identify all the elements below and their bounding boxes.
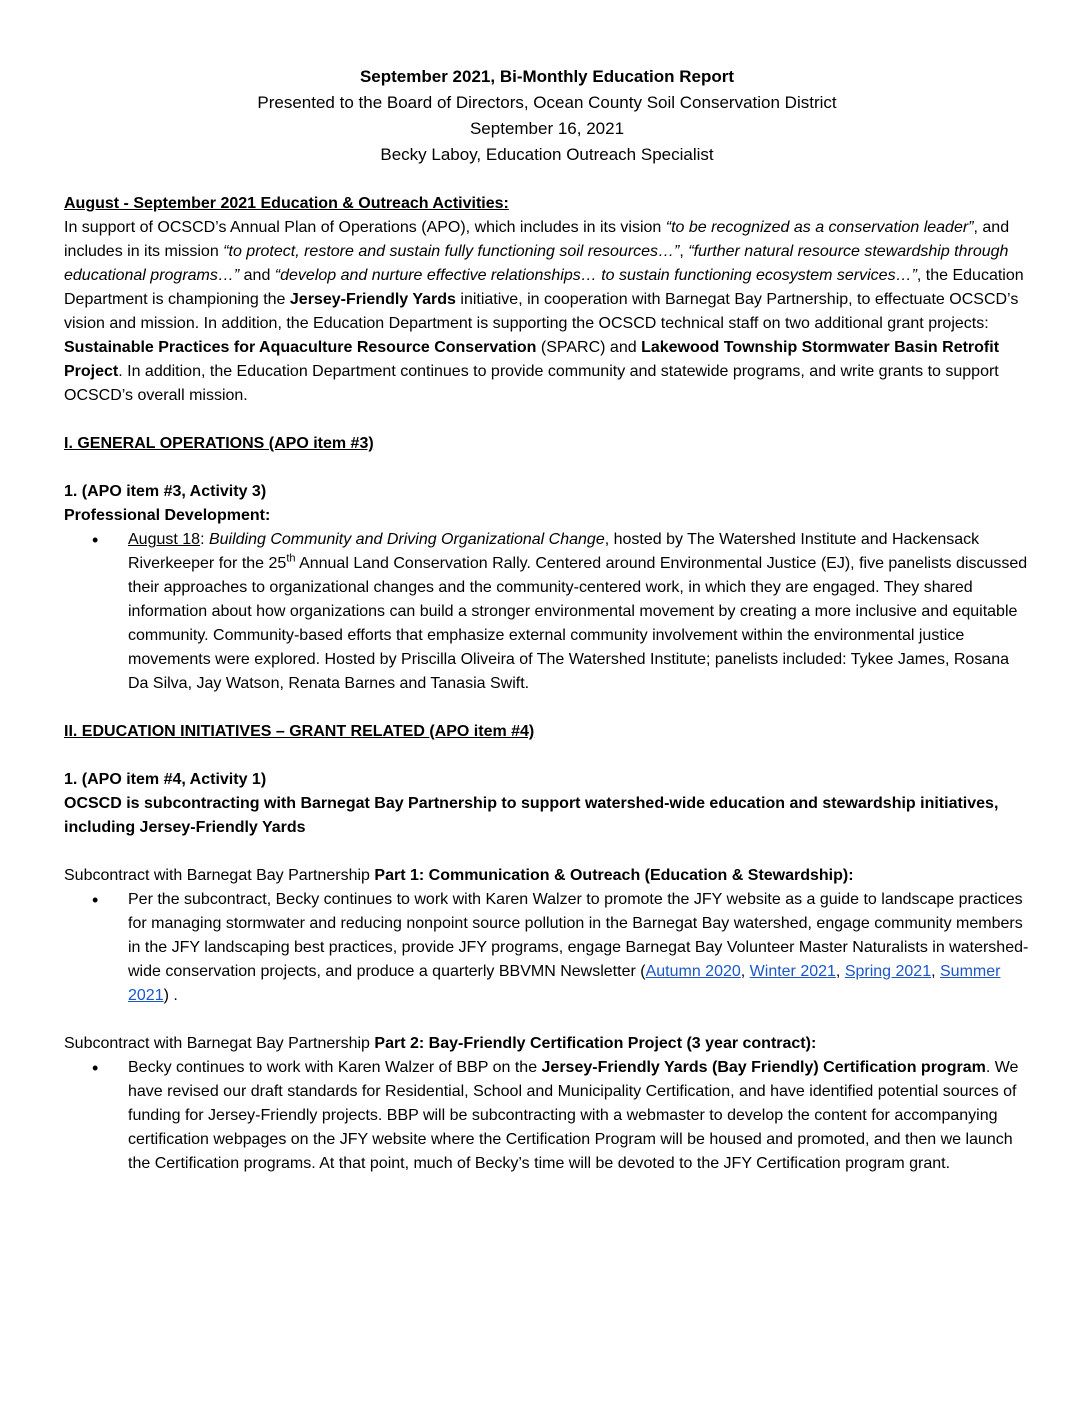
report-author: Becky Laboy, Education Outreach Specialist (380, 145, 714, 164)
spacer (64, 696, 1030, 720)
newsletter-link-winter-2021[interactable]: Winter 2021 (749, 963, 836, 980)
event-date: August 18 (128, 531, 201, 548)
presented-line: Presented to the Board of Directors, Ocean County Soil Conservation District (257, 93, 837, 112)
bullet-text: Becky continues to work with Karen Walzer of BBP on the (128, 1059, 542, 1076)
bullet-text: : (200, 531, 209, 548)
newsletter-link-autumn-2020[interactable]: Autumn 2020 (645, 963, 741, 980)
intro-text: , (679, 243, 689, 260)
spacer (64, 744, 1030, 768)
report-title: September 2021, Bi-Monthly Education Report (359, 67, 735, 86)
bullet-text: . We have revised our draft standards for Residential, School and Municipality Certification, and have identified potential sources of funding for Jersey-Friendly projects. BBP will be subcontracting with a webmaster to develop the content for accompanying certification webpages on the JFY website where the Certification Program will be housed and promoted, and then we launch the Certification programs. At that point, much of Becky’s time will be devoted to the JFY Certification program grant. (128, 1059, 1019, 1172)
part1-list (64, 888, 1030, 1008)
item-title: 1. (APO item #3, Activity 3) (64, 483, 267, 500)
part2-list (64, 1056, 1030, 1176)
professional-development-list (64, 528, 1030, 696)
jfy-initiative-name: Jersey-Friendly Yards (289, 291, 456, 308)
separator: , (835, 963, 845, 980)
intro-text: and (239, 267, 275, 284)
general-operations-heading: I. GENERAL OPERATIONS (APO item #3) (64, 435, 374, 452)
education-initiatives-heading: II. EDUCATION INITIATIVES – GRANT RELATED (APO item #4) (64, 723, 535, 740)
intro-text: initiative, in cooperation with Barnegat Bay Partnership, to effectuate OCSCD’s vision and mission. In addition, the Education Department is supporting the OCSCD technical staff on two additional grant projects: (64, 291, 1019, 332)
bullet-text: Per the subcontract, Becky continues to work with Karen Walzer to promote the JFY website as a guide to landscape practices for managing stormwater and reducing nonpoint source pollution in the Barnegat Bay watershed, engage community members in the JFY landscaping best practices, provide JFY programs, engage Barnegat Bay Volunteer Master Naturalists in watershed-wide conservation projects, and produce a quarterly BBVMN Newsletter ( (128, 891, 1029, 980)
activities-heading: August - September 2021 Education & Outreach Activities: (64, 195, 509, 212)
event-title: Building Community and Driving Organizational Change (208, 531, 605, 548)
part-lead: Subcontract with Barnegat Bay Partnership (64, 867, 375, 884)
part-lead: Subcontract with Barnegat Bay Partnership (64, 1035, 375, 1052)
newsletter-link-spring-2021[interactable]: Spring 2021 (844, 963, 932, 980)
newsletter-link-summer-2021[interactable]: Summer 2021 (128, 963, 1001, 1004)
list-item (128, 888, 1030, 1008)
spacer (64, 840, 1030, 864)
intro-text: (SPARC) and (536, 339, 642, 356)
separator: , (931, 963, 940, 980)
part-title: Part 1: Communication & Outreach (Education & Stewardship): (374, 867, 854, 884)
intro-text: , and includes in its mission (64, 219, 1010, 260)
intro-paragraph (64, 216, 1030, 408)
part2-heading (64, 1032, 1030, 1056)
certification-program-name: Jersey-Friendly Yards (Bay Friendly) Certification program (541, 1059, 986, 1076)
list-item (128, 528, 1030, 696)
professional-development-heading: Professional Development: (64, 507, 271, 524)
bullet-text: Annual Land Conservation Rally. Centered around Environmental Justice (EJ), five panelists discussed their approaches to organizational changes and the community-centered work, in which they are engaged. They shared information about how organizations can build a stronger environmental movement by creating a more inclusive and equitable community. Community-based efforts that emphasize external community involvement within the environmental justice movements were explored. Hosted by Priscilla Oliveira of The Watershed Institute; panelists included: Tykee James, Rosana Da Silva, Jay Watson, Renata Barnes and Tanasia Swift. (128, 555, 1028, 692)
lakewood-project-name: Lakewood Township Stormwater Basin Retrofit Project (64, 339, 1000, 380)
spacer (64, 1008, 1030, 1032)
subcontract-heading: OCSCD is subcontracting with Barnegat Bay Partnership to support watershed-wide education and stewardship initiatives, including Jersey-Friendly Yards (64, 795, 999, 836)
spacer (64, 168, 1030, 192)
spacer (64, 456, 1030, 480)
intro-text: . In addition, the Education Department continues to provide community and statewide programs, and write grants to support OCSCD’s overall mission. (64, 363, 999, 404)
vision-quote: “to be recognized as a conservation leader” (665, 219, 974, 236)
part1-heading (64, 864, 1030, 888)
list-item (128, 1056, 1030, 1176)
spacer (64, 408, 1030, 432)
ordinal-superscript: th (286, 552, 296, 565)
mission-quote: “to protect, restore and sustain fully functioning soil resources…” (223, 243, 680, 260)
mission-quote: “develop and nurture effective relationships… to sustain functioning ecosystem services…” (274, 267, 917, 284)
report-page (64, 64, 1030, 1176)
item-title: 1. (APO item #4, Activity 1) (64, 771, 267, 788)
report-date: September 16, 2021 (469, 119, 625, 138)
bullet-text: ) . (163, 987, 178, 1004)
mission-quote: “further natural resource stewardship through educational programs…” (64, 243, 1009, 284)
bullet-text: , hosted by The Watershed Institute and Hackensack Riverkeeper for the 25 (128, 531, 980, 572)
part-title: Part 2: Bay-Friendly Certification Project (3 year contract): (374, 1035, 817, 1052)
separator: , (740, 963, 750, 980)
sparc-project-name: Sustainable Practices for Aquaculture Resource Conservation (64, 339, 537, 356)
intro-text: In support of OCSCD’s Annual Plan of Operations (APO), which includes in its vision (64, 219, 666, 236)
intro-text: , the Education Department is championing the (64, 267, 1024, 308)
report-header (64, 64, 1030, 168)
